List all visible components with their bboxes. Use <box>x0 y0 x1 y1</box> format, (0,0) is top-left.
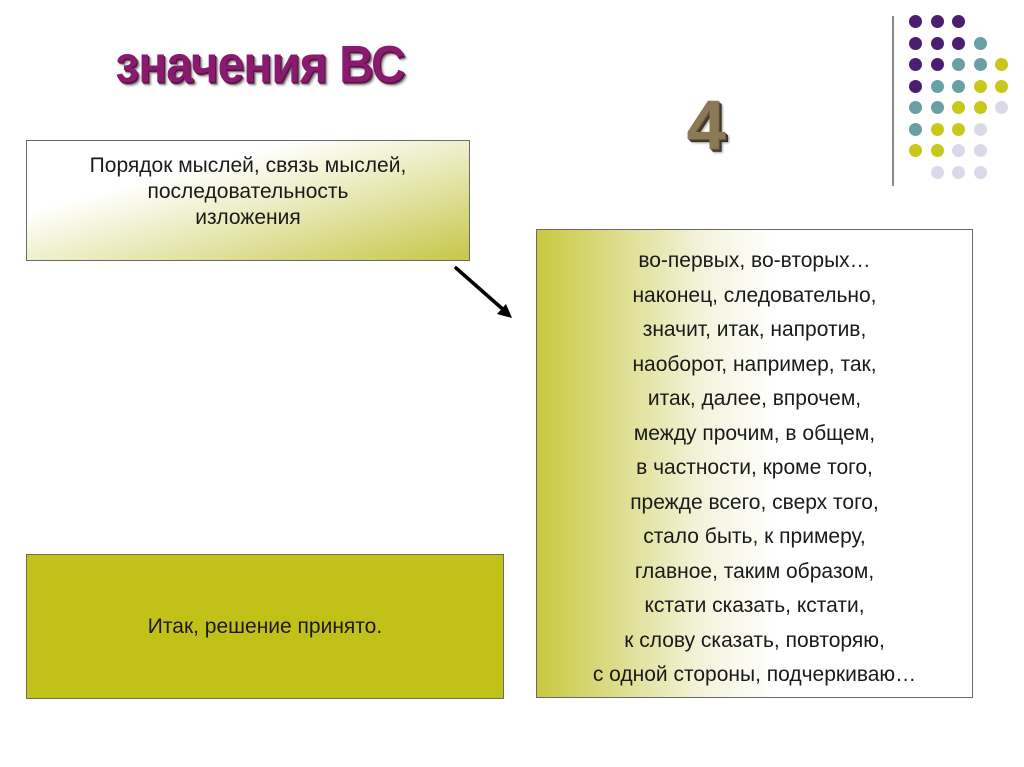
examples-line: главное, таким образом, <box>634 559 875 583</box>
decorative-dot <box>974 37 987 50</box>
example-sentence-box <box>26 554 504 699</box>
examples-box <box>536 229 973 698</box>
decorative-dot <box>909 58 922 71</box>
decorative-dot <box>952 144 965 157</box>
decorative-dot <box>974 80 987 93</box>
examples-line: к слову сказать, повторяю, <box>624 628 885 652</box>
decorative-divider-line <box>892 16 894 186</box>
arrow-icon <box>450 262 520 324</box>
decorative-dot <box>952 166 965 179</box>
decorative-dot <box>974 101 987 114</box>
decorative-dot <box>974 58 987 71</box>
slide-title: значения ВС <box>115 36 405 95</box>
decorative-dot <box>909 123 922 136</box>
examples-line: прежде всего, сверх того, <box>630 490 879 514</box>
decorative-dot <box>931 101 944 114</box>
decorative-dot <box>952 58 965 71</box>
decorative-dot <box>995 58 1008 71</box>
examples-line: итак, далее, впрочем, <box>647 387 862 410</box>
decorative-dot <box>931 80 944 93</box>
decorative-dot <box>931 144 944 157</box>
decorative-dot <box>974 123 987 136</box>
decorative-dot <box>909 101 922 114</box>
definition-box <box>26 140 470 261</box>
definition-line: изложения <box>195 206 301 229</box>
decorative-dot <box>952 80 965 93</box>
decorative-dot <box>952 123 965 136</box>
decorative-dot <box>931 123 944 136</box>
definition-line: Порядок мыслей, связь мыслей, <box>89 154 407 177</box>
decorative-dot <box>931 58 944 71</box>
examples-line: стало быть, к примеру, <box>643 525 866 548</box>
examples-line: кстати сказать, кстати, <box>644 594 865 617</box>
decorative-dot <box>931 15 944 28</box>
examples-line: между прочим, в общем, <box>633 421 876 445</box>
decorative-dot <box>952 15 965 28</box>
slide-number: 4 <box>686 86 726 164</box>
decorative-dot <box>995 80 1008 93</box>
decorative-dot <box>931 166 944 179</box>
decorative-dot <box>952 101 965 114</box>
decorative-dot <box>909 37 922 50</box>
decorative-dot <box>931 37 944 50</box>
decorative-dot <box>974 144 987 157</box>
examples-line: наконец, следовательно, <box>632 283 877 307</box>
decorative-dot <box>952 37 965 50</box>
examples-line: значит, итак, напротив, <box>642 318 867 341</box>
examples-line: во-первых, во-вторых… <box>638 249 871 272</box>
decorative-dot <box>909 144 922 157</box>
decorative-dot <box>909 15 922 28</box>
decorative-dot <box>974 166 987 179</box>
example-sentence: Итак, решение принято. <box>147 614 383 638</box>
examples-line: в частности, кроме того, <box>636 456 873 479</box>
decorative-dot <box>995 101 1008 114</box>
definition-line: последовательность <box>147 180 349 203</box>
examples-line: наоборот, например, так, <box>632 352 877 376</box>
decorative-dot <box>909 80 922 93</box>
examples-line: с одной стороны, подчеркиваю… <box>592 663 917 686</box>
